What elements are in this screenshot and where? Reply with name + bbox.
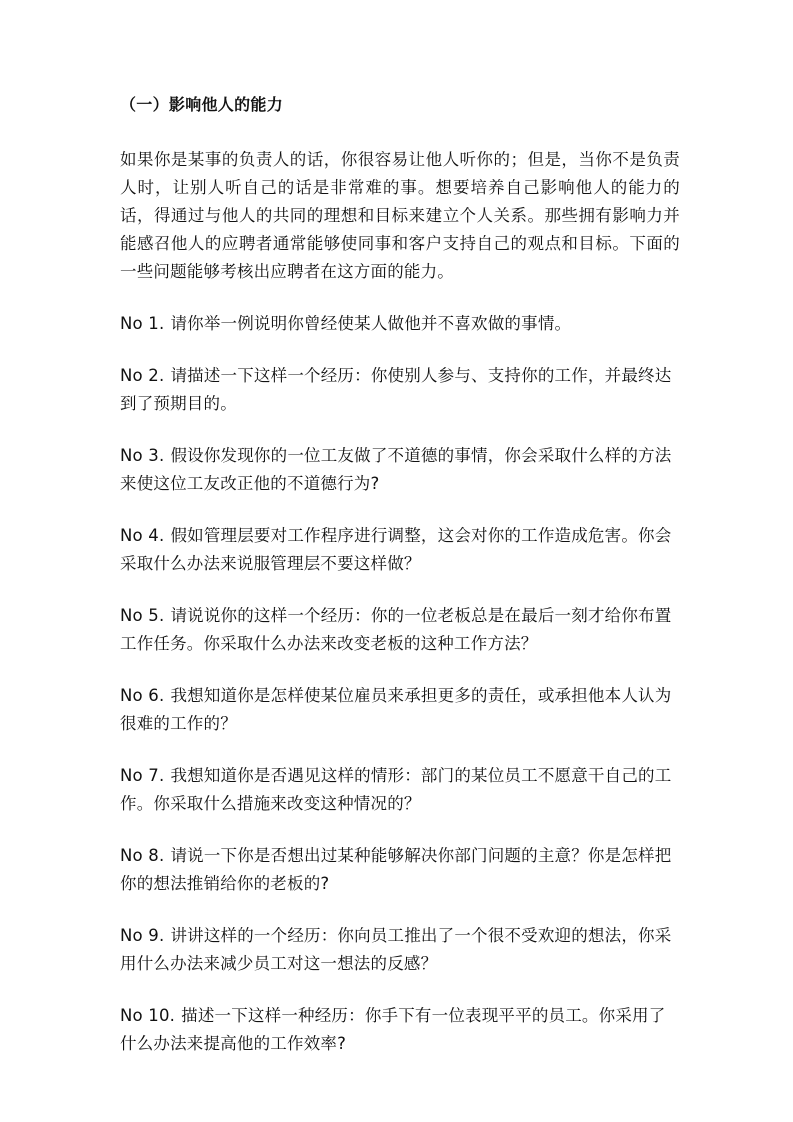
question-text: 请说一下你是否想出过某种能够解决你部门问题的主意？你是怎样把你的想法推销给你的老板的? — [120, 846, 672, 893]
question-number: No 8. — [120, 846, 165, 865]
intro-paragraph: 如果你是某事的负责人的话，你很容易让他人听你的；但是，当你不是负责人时，让别人听自己的话是非常难的事。想要培养自己影响他人的能力的话，得通过与他人的共同的理想和目标来建立个人关系。那些拥有影响力并能感召他人的应聘者通常能够使同事和客户支持自己的观点和目标。下面的一些问题能够考核出应聘者在这方面的能力。 — [120, 150, 680, 281]
question-item — [120, 682, 680, 738]
question-item — [120, 1002, 680, 1058]
section-heading: （一）影响他人的能力 — [120, 95, 284, 114]
question-number: No 6. — [120, 686, 165, 705]
document-page — [120, 92, 680, 1082]
question-number: No 5. — [120, 606, 165, 625]
question-number: No 10. — [120, 1006, 176, 1025]
question-text: 描述一下这样一种经历：你手下有一位表现平平的员工。你采用了什么办法来提高他的工作效率? — [120, 1006, 666, 1053]
question-number: No 2. — [120, 366, 165, 385]
question-item — [120, 522, 680, 578]
question-text: 请你举一例说明你曾经使某人做他并不喜欢做的事情。 — [170, 314, 572, 333]
question-item — [120, 310, 680, 338]
question-list — [120, 310, 680, 1058]
question-text: 我想知道你是怎样使某位雇员来承担更多的责任，或承担他本人认为很难的工作的？ — [120, 686, 672, 733]
question-text: 请描述一下这样一个经历：你使别人参与、支持你的工作，并最终达到了预期目的。 — [120, 366, 672, 413]
question-item — [120, 442, 680, 498]
question-text: 我想知道你是否遇见这样的情形：部门的某位员工不愿意干自己的工作。你采取什么措施来改变这种情况的？ — [120, 766, 672, 813]
question-number: No 7. — [120, 766, 165, 785]
question-text: 假设你发现你的一位工友做了不道德的事情，你会采取什么样的方法来使这位工友改正他的不道德行为? — [120, 446, 672, 493]
question-number: No 1. — [120, 314, 165, 333]
question-item — [120, 602, 680, 658]
question-text: 假如管理层要对工作程序进行调整，这会对你的工作造成危害。你会采取什么办法来说服管理层不要这样做？ — [120, 526, 672, 573]
question-item — [120, 922, 680, 978]
question-number: No 3. — [120, 446, 165, 465]
question-number: No 9. — [120, 926, 165, 945]
question-number: No 4. — [120, 526, 165, 545]
question-item — [120, 842, 680, 898]
question-item — [120, 762, 680, 818]
question-text: 请说说你的这样一个经历：你的一位老板总是在最后一刻才给你布置工作任务。你采取什么办法来改变老板的这种工作方法？ — [120, 606, 672, 653]
question-text: 讲讲这样的一个经历：你向员工推出了一个很不受欢迎的想法，你采用什么办法来减少员工对这一想法的反感？ — [120, 926, 672, 973]
question-item — [120, 362, 680, 418]
